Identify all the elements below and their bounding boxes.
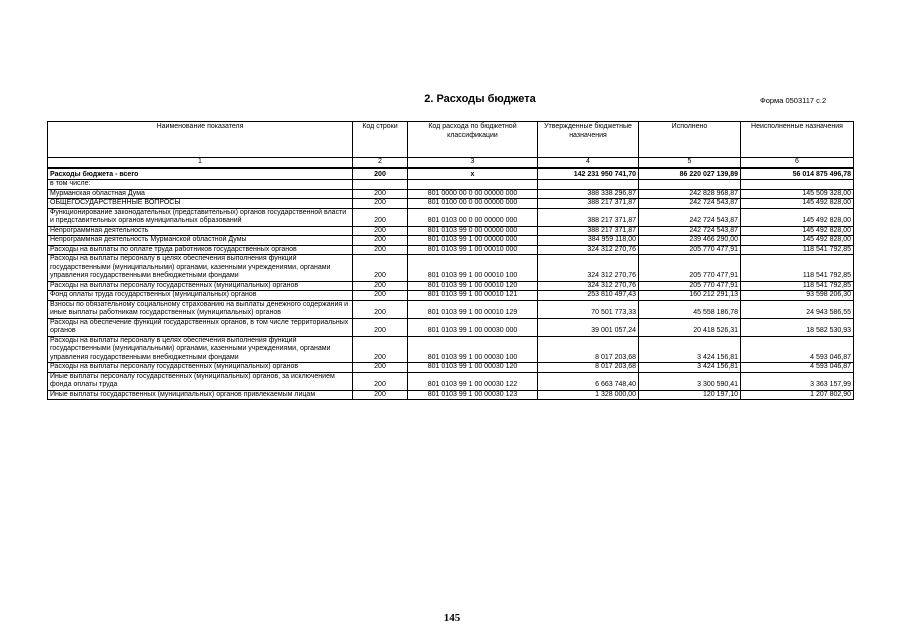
row-classification-code: 801 0103 99 1 00 00030 123 — [408, 390, 538, 400]
row-approved: 6 663 748,40 — [538, 372, 639, 390]
row-classification-code: 801 0103 99 1 00 00030 100 — [408, 336, 538, 363]
row-executed: 242 724 543,87 — [639, 226, 741, 236]
row-name: Непрограммная деятельность — [48, 226, 353, 236]
row-unexecuted: 18 582 530,93 — [741, 318, 854, 336]
row-line-code: 200 — [353, 226, 408, 236]
row-line-code: 200 — [353, 168, 408, 180]
row-name: Расходы на выплаты персоналу в целях обеспечения выполнения функций государственными (муниципальными) органами, казенными учреждениями, органами управления государственными внебюджетными фондами — [48, 336, 353, 363]
row-executed: 3 424 156,81 — [639, 363, 741, 373]
row-unexecuted: 93 598 206,30 — [741, 291, 854, 301]
row-line-code: 200 — [353, 208, 408, 226]
row-unexecuted: 118 541 792,85 — [741, 281, 854, 291]
row-approved: 324 312 270,76 — [538, 281, 639, 291]
row-classification-code: x — [408, 168, 538, 180]
column-header-executed: Исполнено — [639, 122, 741, 158]
row-executed: 242 724 543,87 — [639, 208, 741, 226]
row-unexecuted: 4 593 046,87 — [741, 363, 854, 373]
row-unexecuted: 118 541 792,85 — [741, 245, 854, 255]
row-line-code: 200 — [353, 236, 408, 246]
row-executed: 20 418 526,31 — [639, 318, 741, 336]
column-header-approved: Утвержденные бюджетные назначения — [538, 122, 639, 158]
row-unexecuted: 3 363 157,99 — [741, 372, 854, 390]
row-line-code: 200 — [353, 336, 408, 363]
row-line-code: 200 — [353, 255, 408, 282]
row-approved: 253 810 497,43 — [538, 291, 639, 301]
table-row — [48, 189, 854, 199]
row-line-code: 200 — [353, 189, 408, 199]
column-number: 4 — [538, 158, 639, 169]
header-row — [48, 122, 854, 158]
column-number-row — [48, 158, 854, 169]
row-unexecuted: 145 492 828,00 — [741, 226, 854, 236]
row-approved: 324 312 270,76 — [538, 245, 639, 255]
row-approved: 8 017 203,68 — [538, 363, 639, 373]
table-row — [48, 318, 854, 336]
column-number: 3 — [408, 158, 538, 169]
row-name: Расходы на выплаты по оплате труда работников государственных органов — [48, 245, 353, 255]
row-classification-code: 801 0103 99 1 00 00030 120 — [408, 363, 538, 373]
row-unexecuted: 24 943 586,55 — [741, 300, 854, 318]
column-number: 6 — [741, 158, 854, 169]
table-row — [48, 336, 854, 363]
row-name: Фонд оплаты труда государственных (муниципальных) органов — [48, 291, 353, 301]
row-line-code: 200 — [353, 363, 408, 373]
budget-expenses-table — [47, 121, 854, 400]
row-executed: 205 770 477,91 — [639, 281, 741, 291]
row-name: Расходы бюджета - всего — [48, 168, 353, 180]
row-executed: 205 770 477,91 — [639, 255, 741, 282]
column-number: 5 — [639, 158, 741, 169]
including-row — [48, 180, 854, 190]
table-row — [48, 208, 854, 226]
column-number: 2 — [353, 158, 408, 169]
table-row — [48, 255, 854, 282]
row-classification-code: 801 0103 99 1 00 00030 122 — [408, 372, 538, 390]
row-classification-code: 801 0103 99 1 00 00010 000 — [408, 245, 538, 255]
column-header-classification-code: Код расхода по бюджетной классификации — [408, 122, 538, 158]
row-unexecuted: 145 492 828,00 — [741, 236, 854, 246]
table-row — [48, 199, 854, 209]
row-classification-code: 801 0103 99 0 00 00000 000 — [408, 226, 538, 236]
row-approved: 39 001 057,24 — [538, 318, 639, 336]
row-name: Функционирование законодательных (представительных) органов государственной власти и представительных органов муниципальных образований — [48, 208, 353, 226]
row-executed: 45 558 186,78 — [639, 300, 741, 318]
row-name: Иные выплаты государственных (муниципальных) органов привлекаемым лицам — [48, 390, 353, 400]
row-line-code: 200 — [353, 199, 408, 209]
row-approved: 388 217 371,87 — [538, 208, 639, 226]
form-reference: Форма 0503117 с.2 — [760, 96, 827, 105]
table-row — [48, 372, 854, 390]
row-name: Расходы на обеспечение функций государственных органов, в том числе территориальных органов — [48, 318, 353, 336]
row-unexecuted: 145 509 328,00 — [741, 189, 854, 199]
row-approved: 388 338 296,87 — [538, 189, 639, 199]
row-classification-code: 801 0103 99 1 00 00000 000 — [408, 236, 538, 246]
row-classification-code: 801 0103 99 1 00 00010 121 — [408, 291, 538, 301]
table-row — [48, 300, 854, 318]
row-classification-code: 801 0103 00 0 00 00000 000 — [408, 208, 538, 226]
column-header-unexecuted: Неисполненные назначения — [741, 122, 854, 158]
row-classification-code: 801 0000 00 0 00 00000 000 — [408, 189, 538, 199]
row-executed: 120 197,10 — [639, 390, 741, 400]
row-unexecuted: 1 207 802,90 — [741, 390, 854, 400]
table-row — [48, 291, 854, 301]
row-line-code: 200 — [353, 372, 408, 390]
row-executed: 205 770 477,91 — [639, 245, 741, 255]
row-name: ОБЩЕГОСУДАРСТВЕННЫЕ ВОПРОСЫ — [48, 199, 353, 209]
row-line-code: 200 — [353, 245, 408, 255]
table-row — [48, 281, 854, 291]
row-name: Расходы на выплаты персоналу государственных (муниципальных) органов — [48, 363, 353, 373]
row-line-code: 200 — [353, 318, 408, 336]
table-row — [48, 390, 854, 400]
column-header-name: Наименование показателя — [48, 122, 353, 158]
row-classification-code: 801 0100 00 0 00 00000 000 — [408, 199, 538, 209]
row-unexecuted: 145 492 828,00 — [741, 208, 854, 226]
row-name: Мурманская областная Дума — [48, 189, 353, 199]
row-executed: 3 424 156,81 — [639, 336, 741, 363]
table-row — [48, 245, 854, 255]
row-name: Иные выплаты персоналу государственных (муниципальных) органов, за исключением фонда оплаты труда — [48, 372, 353, 390]
page-number: 145 — [443, 612, 461, 624]
row-unexecuted: 145 492 828,00 — [741, 199, 854, 209]
row-executed: 86 220 027 139,89 — [639, 168, 741, 180]
row-classification-code: 801 0103 99 1 00 00010 100 — [408, 255, 538, 282]
row-approved: 70 501 773,33 — [538, 300, 639, 318]
row-line-code: 200 — [353, 281, 408, 291]
row-line-code: 200 — [353, 390, 408, 400]
row-classification-code: 801 0103 99 1 00 00010 129 — [408, 300, 538, 318]
table-row — [48, 236, 854, 246]
row-executed: 3 300 590,41 — [639, 372, 741, 390]
row-executed: 160 212 291,13 — [639, 291, 741, 301]
row-approved: 388 217 371,87 — [538, 199, 639, 209]
row-classification-code: 801 0103 99 1 00 00030 000 — [408, 318, 538, 336]
row-unexecuted: 56 014 875 496,78 — [741, 168, 854, 180]
row-approved: 324 312 270,76 — [538, 255, 639, 282]
row-executed: 242 828 968,87 — [639, 189, 741, 199]
row-executed: 239 466 290,00 — [639, 236, 741, 246]
row-unexecuted: 4 593 046,87 — [741, 336, 854, 363]
column-header-line-code: Код строки — [353, 122, 408, 158]
table-row — [48, 363, 854, 373]
page-title: 2. Расходы бюджета — [424, 93, 536, 105]
including-label: в том числе: — [48, 180, 353, 190]
column-number: 1 — [48, 158, 353, 169]
row-executed: 242 724 543,87 — [639, 199, 741, 209]
row-approved: 1 328 000,00 — [538, 390, 639, 400]
row-line-code: 200 — [353, 291, 408, 301]
row-approved: 388 217 371,87 — [538, 226, 639, 236]
total-row — [48, 168, 854, 180]
row-approved: 142 231 950 741,70 — [538, 168, 639, 180]
row-name: Взносы по обязательному социальному страхованию на выплаты денежного содержания и иные выплаты работникам государственных (муниципальных) органов — [48, 300, 353, 318]
table-row — [48, 226, 854, 236]
row-approved: 384 959 118,00 — [538, 236, 639, 246]
row-line-code: 200 — [353, 300, 408, 318]
row-classification-code: 801 0103 99 1 00 00010 120 — [408, 281, 538, 291]
row-name: Расходы на выплаты персоналу в целях обеспечения выполнения функций государственными (муниципальными) органами, казенными учреждениями, органами управления государственными внебюджетными фондами — [48, 255, 353, 282]
row-unexecuted: 118 541 792,85 — [741, 255, 854, 282]
row-name: Непрограммная деятельность Мурманской областной Думы — [48, 236, 353, 246]
row-approved: 8 017 203,68 — [538, 336, 639, 363]
row-name: Расходы на выплаты персоналу государственных (муниципальных) органов — [48, 281, 353, 291]
